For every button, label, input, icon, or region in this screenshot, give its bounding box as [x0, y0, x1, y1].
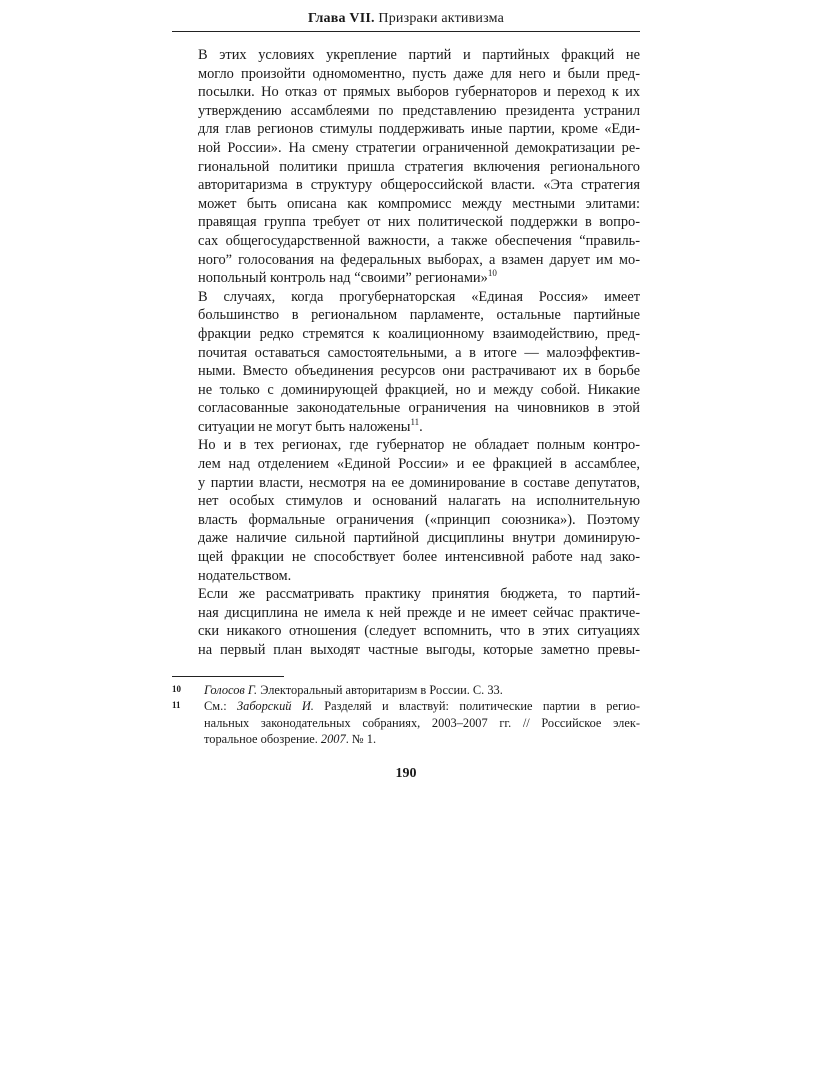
footnote-suffix: . № 1.	[345, 732, 377, 747]
text-line: посылки. Но отказ от прямых выборов губернаторов и переход к их	[198, 84, 640, 101]
footnote-text: Разделяй и властвуй: политические партии в регио-	[313, 699, 641, 714]
text-line: фракции редко стремятся к коалиционному взаимодействию, пред-	[198, 325, 640, 342]
text-line: даже наличие сильной партийной дисциплины внутри доминирую-	[198, 530, 640, 547]
text-line: большинство в региональном парламенте, остальные партийные	[198, 307, 640, 324]
chapter-title: Призраки активизма	[378, 11, 505, 26]
text-line: на первый план выходят частные выгоды, которые заметно превы-	[198, 642, 640, 658]
text-line: согласованные законодательные ограничения на чиновников в этой	[198, 400, 640, 417]
footnote-ref[interactable]: 10	[487, 268, 497, 279]
footnote-line	[204, 731, 640, 748]
paragraph	[172, 585, 640, 659]
paragraph	[172, 46, 640, 288]
text-line: ного” голосования на федеральных выборах, а взамен дарует им мо-	[198, 251, 640, 268]
text-line: утверждению ассамблеями по представлению президента устранил	[198, 102, 640, 119]
footnote-author: Заборский И.	[237, 699, 314, 714]
text-line: В случаях, когда прогубернаторская «Единая Россия» имеет	[198, 288, 640, 305]
text-line: Но и в тех регионах, где губернатор не обладает полным контро-	[198, 437, 640, 454]
text-line: правящая группа требует от них политической поддержки в вопро-	[198, 214, 640, 231]
running-head	[172, 8, 640, 32]
text-line: В этих условиях укрепление партий и партийных фракций не	[198, 47, 640, 63]
footnote	[172, 682, 640, 699]
text-line: могло произойти одномоментно, пусть даже для него и были пред-	[198, 65, 640, 82]
footnote-year: 2007	[320, 732, 346, 747]
footnote-number: 11	[172, 700, 181, 711]
text-line: не только с доминирующей фракцией, но и между собой. Никакие	[198, 381, 640, 398]
text-line: Если же рассматривать практику принятия бюджета, то партий-	[198, 586, 640, 603]
text-line: ситуации не могут быть наложены$^{11}$.	[198, 417, 423, 435]
text-line: может быть описана как компромисс между местными элитами:	[198, 195, 640, 212]
footnote-line: нальных законодательных собраниях, 2003–2007 гг. // Российское элек-	[204, 715, 640, 730]
text-line: у партии власти, несмотря на ее доминирование в составе депутатов,	[198, 474, 640, 491]
footnote-line	[204, 698, 640, 715]
text-line: ными. Вместо объединения ресурсов они растрачивают их в борьбе	[198, 363, 640, 380]
book-page	[172, 8, 640, 782]
text-line: нодательством.	[198, 567, 292, 584]
footnote-ref[interactable]: 11	[410, 417, 420, 428]
footnote-author: Голосов Г.	[204, 682, 258, 697]
text-line: почитая оставаться самостоятельными, а в итоге — малоэффектив-	[198, 344, 640, 361]
footnote-prefix: См.:	[204, 699, 238, 714]
footnote-line	[204, 682, 640, 699]
text-line: нет особых стимулов и оснований налагать на исполнительную	[198, 493, 640, 510]
text-line: авторитаризма в структуру общероссийской власти. «Эта стратегия	[198, 177, 640, 194]
footnote-text: торальное обозрение.	[204, 732, 321, 747]
footnote	[172, 698, 640, 748]
footnote-number: 10	[172, 683, 181, 694]
text-line: ски никакого отношения (следует вспомнить, что в этих ситуациях	[198, 623, 640, 640]
text-line-content: нопольный контроль над “своими” регионами»	[198, 270, 488, 287]
page-number: 190	[395, 765, 417, 781]
paragraph	[172, 436, 640, 585]
chapter-label: Глава VII.	[307, 11, 375, 26]
text-line: власть формальные ограничения («принцип союзника»). Поэтому	[198, 511, 640, 528]
text-line: щей фракции не способствует более интенсивной работе над зако-	[198, 549, 640, 566]
body-text	[172, 46, 640, 660]
text-line: ная дисциплина не имела к ней прежде и не имеет сейчас практиче-	[198, 604, 640, 621]
paragraph	[172, 288, 640, 437]
text-line-content: ситуации не могут быть наложены	[198, 418, 411, 435]
text-line: сах общегосударственной важности, а также обеспечения “правиль-	[198, 232, 640, 249]
footnote-text: Электоральный авторитаризм в России. С. 33.	[257, 682, 503, 697]
text-line: ной России». На смену стратегии ограниченной демократизации ре-	[198, 139, 640, 156]
text-line: для глав регионов стимулы поддерживать иные партии, кроме «Еди-	[198, 121, 640, 138]
text-line: лем над отделением «Единой России» и ее фракцией в ассамблее,	[198, 456, 640, 473]
text-line	[172, 269, 640, 288]
footnote-divider	[172, 676, 284, 677]
text-line: гиональной политики пришла стратегия включения регионального	[198, 158, 640, 175]
